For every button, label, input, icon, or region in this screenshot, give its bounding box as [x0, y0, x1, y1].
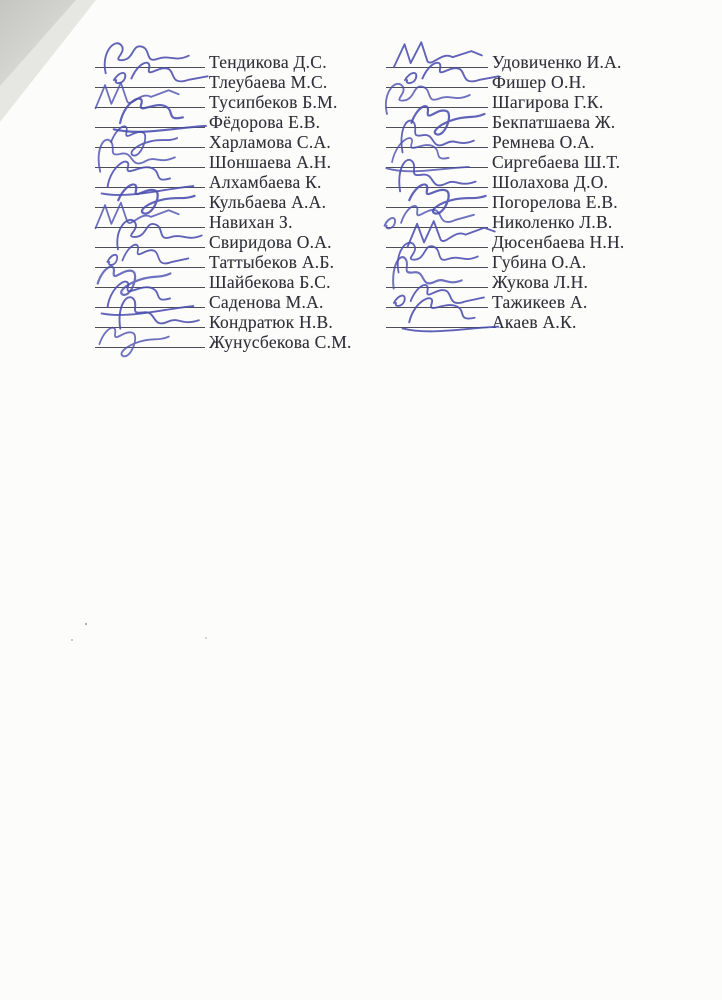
- signature-row: [386, 72, 625, 92]
- signee-name: Навихан З.: [209, 212, 293, 232]
- signature-row: [386, 52, 625, 72]
- signature-row: [386, 312, 625, 332]
- signee-name: Шолахова Д.О.: [492, 172, 609, 192]
- signature-row: [95, 152, 352, 172]
- scan-speck: [71, 639, 73, 641]
- signature-row: [95, 212, 352, 232]
- signee-name: Дюсенбаева Н.Н.: [492, 232, 625, 252]
- signature-row: [95, 52, 352, 72]
- signee-name: Сиргебаева Ш.Т.: [492, 152, 621, 172]
- signature-row: [95, 112, 352, 132]
- signature-row: [386, 252, 625, 272]
- signature-row: [95, 72, 352, 92]
- signature-line: [95, 147, 205, 148]
- signature-line: [95, 207, 205, 208]
- signature-line: [386, 207, 488, 208]
- signature-row: [95, 312, 352, 332]
- signee-name: Шагирова Г.К.: [492, 92, 604, 112]
- signature-line: [95, 247, 205, 248]
- signature-row: [95, 192, 352, 212]
- signee-name: Губина О.А.: [492, 252, 587, 272]
- signee-name: Тлеубаева М.С.: [209, 72, 328, 92]
- signature-line: [95, 167, 205, 168]
- signature-row: [95, 172, 352, 192]
- signature-row: [95, 132, 352, 152]
- signee-name: Удовиченко И.А.: [492, 52, 622, 72]
- signature-column-left: [95, 52, 352, 352]
- signee-name: Тажикеев А.: [492, 292, 588, 312]
- signature-row: [386, 232, 625, 252]
- signature-line: [386, 267, 488, 268]
- signature-line: [95, 267, 205, 268]
- signature-line: [386, 227, 488, 228]
- signature-line: [95, 287, 205, 288]
- signee-name: Акаев А.К.: [492, 312, 577, 332]
- signee-name: Жукова Л.Н.: [492, 272, 589, 292]
- signature-row: [386, 112, 625, 132]
- signee-name: Свиридова О.А.: [209, 232, 332, 252]
- signee-name: Кондратюк Н.В.: [209, 312, 334, 332]
- signature-line: [386, 187, 488, 188]
- signature-line: [386, 147, 488, 148]
- signature-line: [386, 247, 488, 248]
- signee-name: Николенко Л.В.: [492, 212, 613, 232]
- scan-speck: [85, 623, 87, 625]
- signee-name: Алхамбаева К.: [209, 172, 322, 192]
- signature-row: [386, 192, 625, 212]
- signature-line: [95, 347, 205, 348]
- signature-row: [386, 132, 625, 152]
- signature-row: [95, 252, 352, 272]
- signee-name: Шайбекова Б.С.: [209, 272, 331, 292]
- signee-name: Ремнева О.А.: [492, 132, 595, 152]
- signee-name: Харламова С.А.: [209, 132, 331, 152]
- signature-row: [386, 212, 625, 232]
- signature-line: [95, 67, 205, 68]
- signature-line: [95, 87, 205, 88]
- signature-line: [95, 107, 205, 108]
- scan-speck: [205, 637, 207, 639]
- signature-line: [386, 327, 488, 328]
- signee-name: Тендикова Д.С.: [209, 52, 327, 72]
- signature-line: [95, 307, 205, 308]
- signee-name: Фишер О.Н.: [492, 72, 587, 92]
- signature-row: [386, 292, 625, 312]
- signature-row: [95, 232, 352, 252]
- signature-line: [386, 87, 488, 88]
- signature-row: [95, 92, 352, 112]
- signature-line: [386, 307, 488, 308]
- signature-line: [386, 287, 488, 288]
- signature-line: [95, 327, 205, 328]
- signature-line: [95, 187, 205, 188]
- signature-row: [386, 172, 625, 192]
- signature-line: [95, 227, 205, 228]
- signature-line: [95, 127, 205, 128]
- signee-name: Бекпатшаева Ж.: [492, 112, 616, 132]
- signature-line: [386, 127, 488, 128]
- signee-name: Погорелова Е.В.: [492, 192, 618, 212]
- signee-name: Кульбаева А.А.: [209, 192, 327, 212]
- signature-row: [95, 272, 352, 292]
- signature-column-right: [386, 52, 625, 332]
- signature-line: [386, 107, 488, 108]
- signature-row: [95, 292, 352, 312]
- signature-row: [95, 332, 352, 352]
- signature-line: [386, 67, 488, 68]
- signee-name: Шоншаева А.Н.: [209, 152, 332, 172]
- signee-name: Фёдорова Е.В.: [209, 112, 321, 132]
- signee-name: Саденова М.А.: [209, 292, 324, 312]
- signee-name: Жунусбекова С.М.: [209, 332, 352, 352]
- signature-row: [386, 272, 625, 292]
- signee-name: Таттыбеков А.Б.: [209, 252, 335, 272]
- signature-row: [386, 92, 625, 112]
- signature-line: [386, 167, 488, 168]
- signature-row: [386, 152, 625, 172]
- signee-name: Тусипбеков Б.М.: [209, 92, 338, 112]
